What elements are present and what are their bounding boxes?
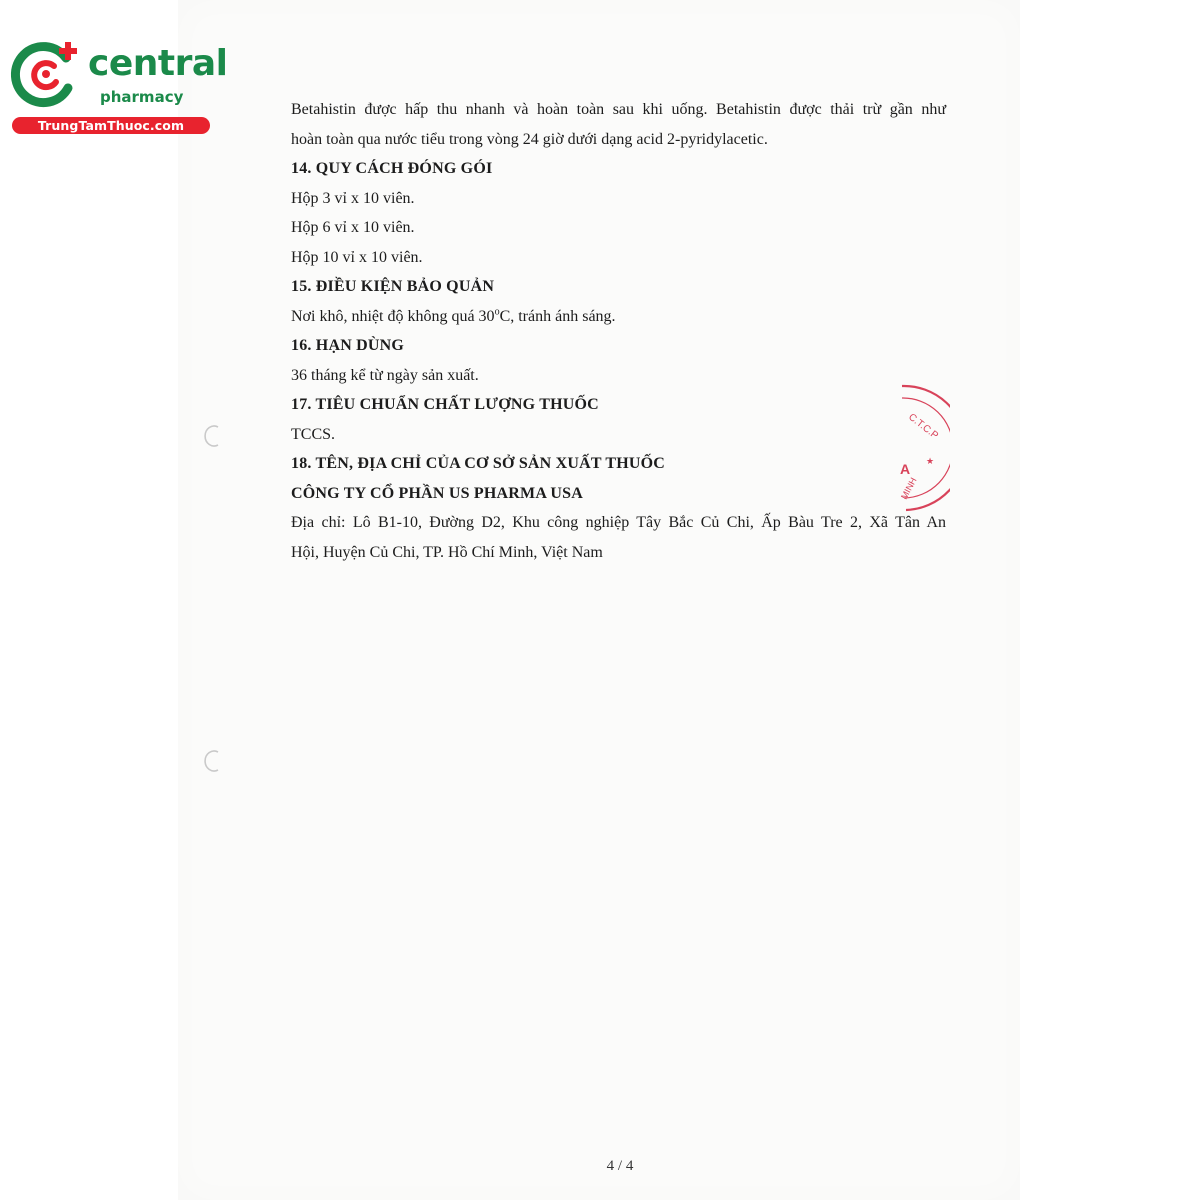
section-15-title: 15. ĐIỀU KIỆN BẢO QUẢN — [291, 278, 495, 295]
address-line-1: Địa chỉ: Lô B1-10, Đường D2, Khu công nghiệp Tây Bắc Củ Chi, Ấp Bàu Tre 2, Xã Tân An — [291, 514, 946, 531]
intro-line-2: hoàn toàn qua nước tiểu trong vòng 24 giờ dưới dạng acid 2-pyridylacetic. — [291, 130, 768, 148]
stamp-text-top: C.T.C.P — [906, 411, 941, 442]
logo-url-badge[interactable]: TrungTamThuoc.com — [12, 117, 210, 134]
storage-text: Nơi khô, nhiệt độ không quá 30$^o$C, tránh ánh sáng. — [291, 306, 616, 325]
section-17-title: 17. TIÊU CHUẨN CHẤT LƯỢNG THUỐC — [291, 396, 599, 413]
stamp-text-mid: A — [900, 461, 911, 477]
central-pharmacy-logo[interactable] — [10, 38, 228, 138]
section-16-title: 16. HẠN DÙNG — [291, 337, 405, 354]
stamp-text-bottom: MINH — [898, 475, 919, 501]
quality-standard-text: TCCS. — [291, 425, 336, 443]
logo-subtitle: pharmacy — [100, 88, 184, 106]
packaging-item: Hộp 6 vỉ x 10 viên. — [291, 219, 415, 236]
section-18-title: 18. TÊN, ĐỊA CHỈ CỦA CƠ SỞ SẢN XUẤT THUỐC — [291, 455, 666, 472]
packaging-item: Hộp 3 vỉ x 10 viên. — [291, 189, 415, 207]
company-stamp — [870, 378, 950, 518]
binder-hole-icon — [203, 749, 223, 773]
leaflet-body — [291, 95, 946, 567]
address-line-2: Hội, Huyện Củ Chi, TP. Hồ Chí Minh, Việt Nam — [291, 543, 603, 561]
stamp-star-icon: ★ — [926, 456, 935, 466]
logo-mark-icon — [10, 38, 82, 110]
section-14-title: 14. QUY CÁCH ĐÓNG GÓI — [291, 160, 493, 177]
intro-line-1: Betahistin được hấp thu nhanh và hoàn toàn sau khi uống. Betahistin được thải trừ gần như — [291, 101, 946, 118]
company-name: CÔNG TY CỔ PHẦN US PHARMA USA — [291, 484, 584, 502]
packaging-item: Hộp 10 vỉ x 10 viên. — [291, 248, 423, 266]
logo-wordmark: central — [88, 43, 228, 84]
shelf-life-text: 36 tháng kể từ ngày sản xuất. — [291, 366, 479, 384]
binder-hole-icon — [203, 424, 223, 448]
page-number: 4 / 4 — [606, 1158, 634, 1174]
